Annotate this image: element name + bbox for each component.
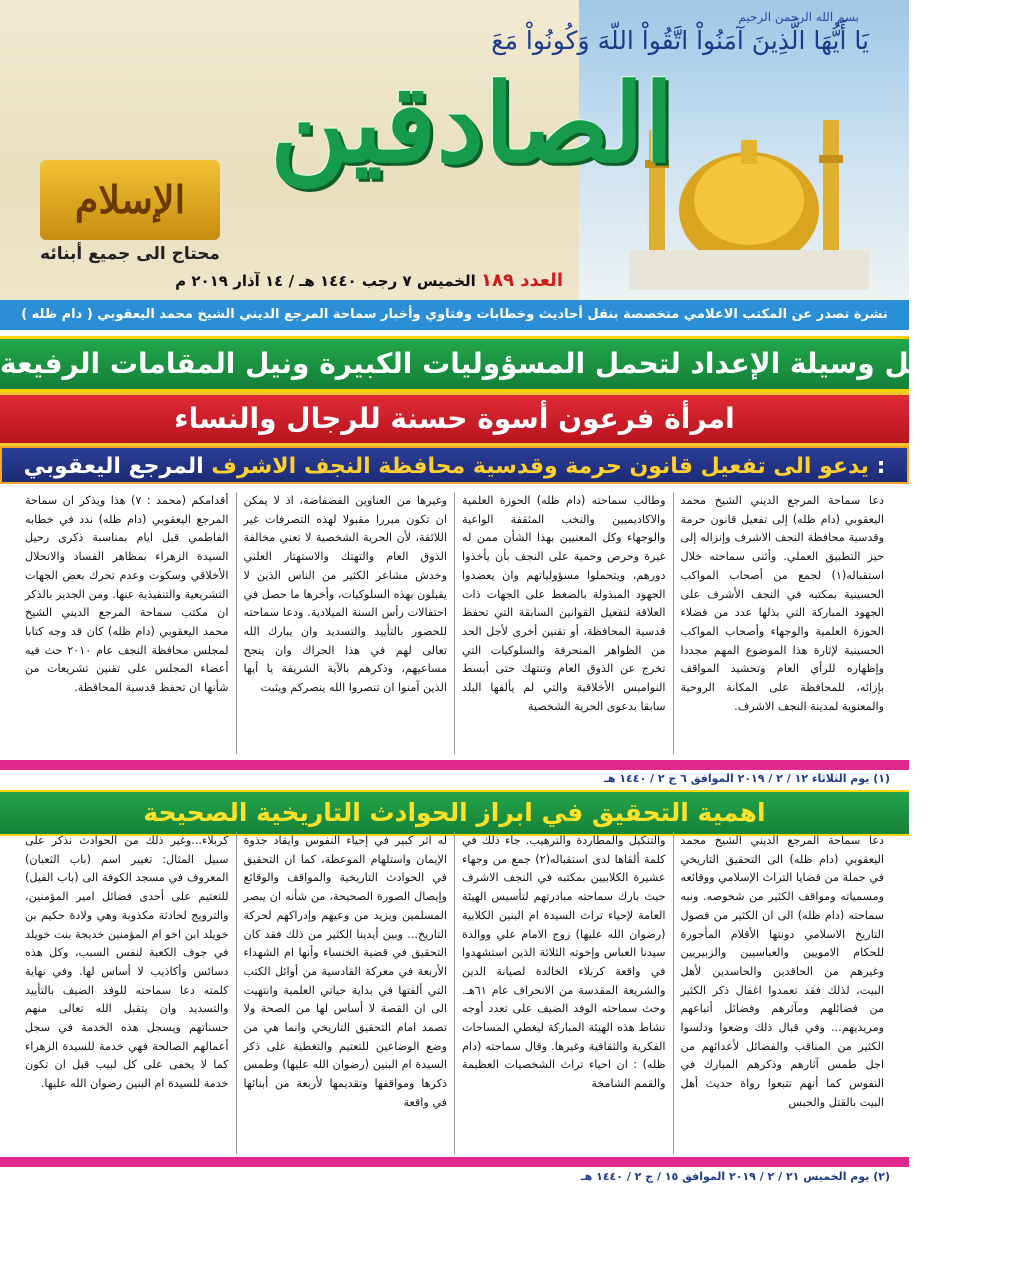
publisher-strip: نشرة تصدر عن المكتب الاعلامي متخصصة بنقل أحاديث وخطابات وفتاوي وأخبار سماحة المرجع الديني الشيخ محمد اليعقوبي ( دام ظله ): [0, 300, 909, 330]
article-column: والتنكيل والمطاردة والترهيب. جاء ذلك في كلمة ألقاها لدى استقباله(٢) جمع من وجهاء عشيرة الكلابيين بمكتبه في النجف الاشرف حيث بارك سماحته مبادرتهم لتأسيس الهيئة العامة لإحياء تراث السيدة ام البنين الكلابية (رضوان الله عليها) زوج الامام علي ووالدة سيدنا العباس وإخوته الثلاثة الذين استشهدوا في واقعة كربلاء الخالدة لصيانة الدين والشريعة المقدسة من الانحراف عام ٦١هـ. وحث سماحته الوفد الضيف على تعدد أوجه نشاط هذه الهيئة المباركة ليغطي المساحات الفكرية والثقافية وغيرها. وقال سماحته (دام ظله) : ان احياء تراث الشخصيات العظيمة والقمم الشامخة: [454, 832, 673, 1154]
issue-number: العدد ١٨٩: [481, 270, 563, 291]
issue-date: الخميس ٧ رجب ١٤٤٠ هـ / ١٤ آذار ٢٠١٩ م: [175, 272, 476, 290]
bismillah: بسم الله الرحمن الرحيم: [738, 10, 859, 24]
article-column: دعا سماحة المرجع الديني الشيخ محمد اليعقوبي (دام ظله) الى التحقيق التاريخي في جملة من قضايا التراث الإسلامي ووقائعه ومسمياته ومواقف الكثير من شخوصه. ونبه سماحته (دام ظله) الى ان الكثير من فصول التاريخ الاسلامي دونتها الأقلام المأجورة للحكام الامويين والعباسيين والزبيريين وغيرهم من الحاقدين والحاسدين لأهل البيت، لذلك فقد تعمدوا اغفال ذكر الكثير من فضائلهم ومآثرهم وفضائل أتباعهم ومريديهم... وفي قبال ذلك وضعوا ودلسوا الكثير من المناقب والفضائل لأعدائهم من اجل طمس آثارهم وذكرهم المبارك في النفوس كما أنهم تتبعوا رواة حديث أهل البيت بالقتل والحبس: [673, 832, 892, 1154]
article-column: أقدامكم (محمد : ٧) هذا ويذكر ان سماحة المرجع اليعقوبي (دام ظله) ندد في خطابه الفاطمي قبل ايام بمناسبة ذكرى رحيل السيدة الزهراء بمظاهر الفساد والانحلال الأخلاقي وسكوت وعدم تحرك بعض الجهات التشريعية والتنفيذية عنها. ومن الجدير بالذكر ان مكتب سماحة المرجع الديني الشيخ محمد اليعقوبي (دام ظله) كان قد وجه كتابا لمجلس محافظة النجف عام ٢٠١٠ حث فيه أعضاء المجلس على تقنين تشريعات من شأنها ان تحفظ قدسية المحافظة.: [25, 494, 229, 695]
article-column: وغيرها من العناوين الفضفاضة، اذ لا يمكن ان تكون مبررا مقبولا لهذه التصرفات غير اللائقة، لأن الحرية الشخصية لا تعني مخالفة الذوق العام والتهتك والاستهتار العلني وخدش مشاعر الكثير من الناس الذين لا يقبلون بهذه السلوكيات، وأخرها ما حصل في احتفالات رأس السنة الميلادية. ودعا سماحته للحضور بالتأييد والتسديد وان يبارك الله تعالى لهم في هذا الحراك وان ينجح مساعيهم، وذكرهم بالآية الشريفة يا أيها الذين آمنوا ان تنصروا الله ينصركم ويثبت: [236, 492, 455, 754]
divider-bar: [0, 1157, 909, 1167]
issue-line: [149, 270, 569, 291]
headline-night-prayer: صلاة الليل وسيلة الإعداد لتحمل المسؤوليات الكبيرة ونيل المقامات الرفيعة: [0, 336, 909, 392]
article-column: وطالب سماحته (دام ظله) الحوزة العلمية والاكاديميين والنخب المثقفة الواعية والوجهاء وكل المعنيين بهذا الشأن ممن له غيرة وحرص وحمية على النجف بأن يأخذوا دورهم، ويتحملوا مسؤولياتهم وان يعضدوا الجهود المبذولة بالضغط على الجهات ذات العلاقة لتفعيل القوانين السابقة التي تحفظ قدسية المحافظة، أو تقنين أخرى لأجل الحد من الظواهر المنحرفة والسلوكيات التي تخرج عن الذوق العام وتنتهك حتى أبسط النواميس الأخلاقية والتي لم يألفها البلد سابقا بدعوى الحرية الشخصية: [454, 492, 673, 754]
verse-text: يَا أَيُّهَا الَّذِينَ آمَنُواْ اتَّقُواْ اللّهَ وَكُونُواْ مَعَ: [491, 26, 869, 55]
quran-verse: [269, 10, 869, 55]
article-column: دعا سماحة المرجع الديني الشيخ محمد اليعقوبي (دام ظله) إلى تفعيل قانون حرمة وقدسية محافظة النجف الاشرف وإنزاله إلى حيز التطبيق العملي. وأثنى سماحته خلال استقباله(١) لجمع من أصحاب المواكب الحسينية بمكتبه في النجف الأشرف على الجهود المباركة التي بذلها عدد من فضلاء الحوزة العلمية والوجهاء وأصحاب المواكب الحسينية لإثارة هذا الموضوع المهم مجددا وإظهاره للرأي العام وتحشيد المواقف بإزائه، للمحافظة على المكانة الروحية والمعنوية لمدينة النجف الاشرف.: [673, 492, 892, 754]
headline-najaf-law: [0, 446, 909, 484]
footnote-2: (٢) يوم الخميس ٢١ / ٢ / ٢٠١٩ الموافق ١٥ / ج ٢ / ١٤٤٠ هـ: [580, 1170, 890, 1183]
divider-bar: [0, 760, 909, 770]
newsletter-title: الصادقين: [270, 61, 674, 187]
headline-historical-research: اهمية التحقيق في ابراز الحوادث التاريخية الصحيحة: [0, 790, 909, 836]
article-column: كربلاء...وغير ذلك من الحوادث نذكر على سبيل المثال: تغيير اسم (باب الثعبان) المعروف في مسجد الكوفة الى (باب الفيل) للتعتيم على أحدى فضائل امير المؤمنين، والترويج لحادثة مكذوبة وهي ولادة حكيم بن خويلد ابن اخو ام المؤمنين خديجة بنت خويلد في جوف الكعبة لنفس السبب، وكل هذه دسائس وأكاذيب لا أساس لها. وفي نهاية كلمته دعا سماحته للوفد الضيف بالتأييد والتسديد وان يتقبل الله تعالى منهم حسناتهم ويسجل هذه الخدمة في سجل أعمالهم الصالحة فهي خدمة للسيدة الزهراء كما لا يخفى على كل لبيب قبل ان تكون خدمة للسيدة ام البنين رضوان الله عليها.: [25, 834, 229, 1091]
article-column: له اثر كبير في إحياء النفوس وايقاد جذوة الإيمان واستلهام الموعظة، كما ان التحقيق في الحوادث التاريخية والمواقف والوقائع وإيصال الصورة الصحيحة، من شأنه ان يبصر المسلمين ويزيد من وعيهم وإدراكهم لحركة التاريخ... وبين أيدينا الكثير من ذلك فقد كان التحقيق في قضية الخنساء وأنها ام الشهداء الأربعة في معركة القادسية من أوائل الكتب التي ألفتها في بداية حياتي العلمية وانتهيت الى ان القصة لا أساس لها من الصحة ولا تصمد امام التحقيق التاريخي وانما هي من وضع الوضاعين للتعتيم والتغطية على ذكر السيدة ام البنين (رضوان الله عليها) وطمس ذكرها ومواقفها وتقديمها لأربعة من أبنائها في واقعة: [236, 832, 455, 1154]
headline-najaf-law-prefix: المرجع اليعقوبي :: [23, 454, 886, 479]
page-bottom-blank: [0, 1188, 909, 1280]
article-najaf-columns: [18, 492, 891, 754]
footnote-1: (١) يوم الثلاثاء ١٢ / ٢ / ٢٠١٩ الموافق ٦ ج ٢ / ١٤٤٠ هـ: [604, 772, 890, 785]
logo-calligraphy: الإسلام: [40, 160, 220, 240]
islam-logo: [30, 160, 230, 265]
headline-pharaoh-wife: امرأة فرعون أسوة حسنة للرجال والنساء: [0, 392, 909, 446]
masthead: [0, 0, 909, 300]
logo-tagline: محتاج الى جميع أبنائه: [40, 244, 220, 264]
headline-najaf-law-main: يدعو الى تفعيل قانون حرمة وقدسية محافظة النجف الاشرف: [211, 454, 869, 479]
article-history-columns: [18, 832, 891, 1154]
